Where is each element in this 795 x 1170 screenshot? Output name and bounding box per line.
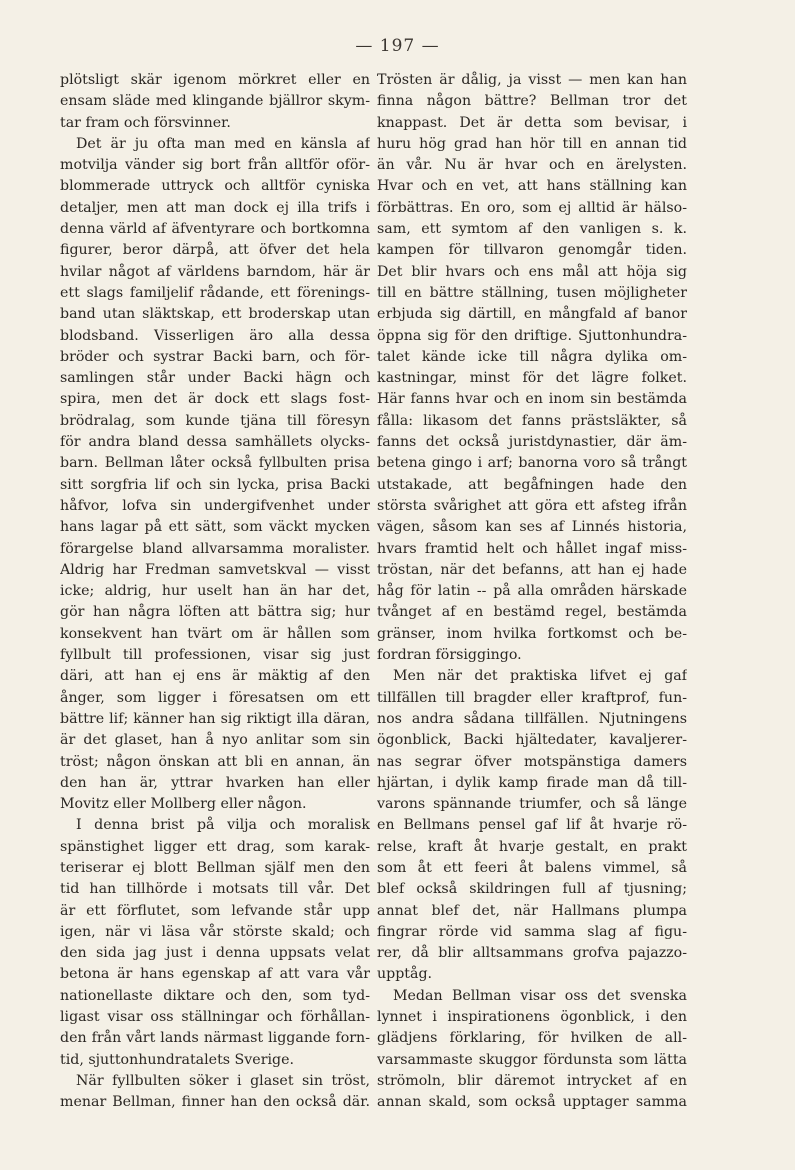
text-line: en Bellmans pensel gaf lif åt hvarje rö- — [377, 817, 687, 834]
text-line: teriserar ej blott Bellman själf men den — [60, 859, 370, 876]
text-line: blef också skildringen full af tjusning; — [377, 881, 687, 898]
text-line: blommerade uttryck och alltför cyniska — [60, 178, 370, 195]
text-line: tröstan, när det befanns, att han ej hade — [377, 561, 687, 578]
text-line: största svårighet att göra ett afsteg ifrån — [377, 497, 687, 514]
text-line: varsammaste skuggor fördunsta som lätta — [377, 1051, 687, 1068]
text-line: tid han tillhörde i motsats till vår. Det — [60, 881, 370, 898]
text-line: öppna sig för den driftige. Sjuttonhundra- — [377, 327, 687, 344]
text-line: igen, när vi läsa vår störste skald; och — [60, 923, 370, 940]
text-line: utstakade, att begåfningen hade den — [377, 476, 687, 493]
text-line: Hvar och en vet, att hans ställning kan — [377, 178, 687, 195]
text-line: lynnet i inspirationens ögonblick, i den — [377, 1009, 687, 1026]
text-line: fingrar rörde vid samma slag af figu- — [377, 923, 687, 940]
text-line: bröder och systrar Backi barn, och för- — [60, 348, 370, 365]
text-line: figurer, beror därpå, att öfver det hela — [60, 242, 370, 259]
text-line: blodsband. Visserligen äro alla dessa — [60, 327, 370, 344]
text-line: plötsligt skär igenom mörkret eller en — [60, 72, 370, 88]
text-line: fålla: likasom det fanns prästsläkter, så — [377, 412, 687, 429]
text-line: glädjens förklaring, för hvilken de all- — [377, 1030, 687, 1047]
text-line: Medan Bellman visar oss det svenska — [393, 987, 687, 1004]
text-line: ånger, som ligger i föresatsen om ett — [60, 689, 370, 706]
text-line: hvilar något af världens barndom, här är — [60, 263, 370, 280]
text-line: spira, men det är dock ett slags fost- — [60, 391, 370, 408]
text-line: gränser, inom hvilka fortkomst och be- — [377, 625, 687, 642]
text-line: hjärtan, i dylik kamp firade man då till- — [377, 774, 687, 791]
left-text-column — [60, 70, 370, 1114]
text-line: än vår. Nu är hvar och en ärelysten. — [377, 157, 687, 174]
text-line: rer, då blir alltsammans grofva pajazzo- — [377, 945, 687, 962]
text-line: Det är ju ofta man med en känsla af — [76, 135, 370, 152]
text-line: huru hög grad han hör till en annan tid — [377, 135, 687, 152]
text-line: icke; aldrig, hur uselt han än har det, — [60, 583, 370, 600]
text-line: ligast visar oss ställningar och förhållan- — [60, 1009, 370, 1026]
text-line: ensam släde med klingande bjällror skym- — [60, 93, 370, 110]
text-line: som åt ett feeri åt balens vimmel, så — [377, 859, 687, 876]
text-line: barn. Bellman låter också fyllbulten prisa — [60, 455, 370, 472]
text-line: När fyllbulten söker i glaset sin tröst, — [76, 1072, 370, 1089]
text-line: den sida jag just i denna uppsats velat — [60, 945, 370, 962]
text-line: förbättras. En oro, som ej alltid är hälso- — [377, 199, 687, 216]
text-line: kampen för tillvaron genomgår tiden. — [377, 242, 687, 259]
text-line: strömoln, blir däremot intrycket af en — [377, 1072, 687, 1089]
text-line: nos andra sådana tillfällen. Njutningens — [377, 710, 687, 727]
text-line: annan skald, som också upptager samma — [377, 1094, 687, 1111]
right-text-column — [377, 70, 687, 1114]
text-line: spänstighet ligger ett drag, som karak- — [60, 838, 370, 855]
page-number: — 197 — — [355, 36, 440, 56]
text-line: betena gingo i arf; banorna voro så trångt — [377, 455, 687, 472]
text-line: I denna brist på vilja och moralisk — [76, 817, 370, 834]
text-line: hvars framtid helt och hållet ingaf miss- — [377, 540, 687, 557]
text-line: förargelse bland allvarsamma moralister. — [60, 540, 370, 557]
text-line: detaljer, men att man dock ej illa trifs i — [60, 199, 370, 216]
text-line: Aldrig har Fredman samvetskval — visst — [60, 561, 370, 578]
text-line: vägen, såsom kan ses af Linnés historia, — [377, 519, 687, 536]
text-line: varons spännande triumfer, och så länge — [377, 796, 687, 813]
text-line: bättre lif; känner han sig riktigt illa däran, — [60, 710, 370, 727]
text-line: motvilja vänder sig bort från alltför oför- — [60, 157, 370, 174]
text-line: fanns det också juristdynastier, där äm- — [377, 434, 687, 451]
text-line: tröst; någon önskan att bli en annan, än — [60, 753, 370, 770]
text-line: betona är hans egenskap af att vara vår — [60, 966, 370, 983]
text-line: nationellaste diktare och den, som tyd- — [60, 987, 370, 1004]
text-line: finna någon bättre? Bellman tror det — [377, 93, 687, 110]
text-line: annat blef det, när Hallmans plumpa — [377, 902, 687, 919]
text-line: denna värld af äfventyrare och bortkomna — [60, 221, 370, 238]
text-line: Men när det praktiska lifvet ej gaf — [393, 668, 687, 685]
text-line: gör han några löften att bättra sig; hur — [60, 604, 370, 621]
text-line: nas segrar öfver motspänstiga damers — [377, 753, 687, 770]
text-line: är ett förflutet, som lefvande står upp — [60, 902, 370, 919]
text-line: den han är, yttrar hvarken han eller — [60, 774, 370, 791]
text-line: är det glaset, han å nyo anlitar som sin — [60, 732, 370, 749]
text-line: håfvor, lofva sin undergifvenhet under — [60, 497, 370, 514]
text-line: menar Bellman, finner han den också där. — [60, 1094, 370, 1111]
text-line: sam, ett symtom af den vanligen s. k. — [377, 221, 687, 238]
text-line: upptåg. — [377, 966, 433, 983]
text-line: fyllbult till professionen, visar sig just — [60, 647, 370, 664]
text-line: tar fram och försvinner. — [60, 114, 231, 131]
text-line: Här fanns hvar och en inom sin bestämda — [377, 391, 687, 408]
text-line: relse, kraft åt hvarje gestalt, en prakt — [377, 838, 687, 855]
text-line: erbjuda sig därtill, en mångfald af banor — [377, 306, 687, 323]
text-line: band utan släktskap, ett broderskap utan — [60, 306, 370, 323]
text-line: Det blir hvars och ens mål att höja sig — [377, 263, 687, 280]
text-line: sitt sorgfria lif och sin lycka, prisa Backi — [60, 476, 370, 493]
text-line: knappast. Det är detta som bevisar, i — [377, 114, 687, 131]
text-line: ett slags familjelif rådande, ett förenings- — [60, 284, 370, 301]
text-line: tvånget af en bestämd regel, bestämda — [377, 604, 687, 621]
text-line: fordran försiggingo. — [377, 647, 522, 664]
text-line: kastningar, minst för det lägre folket. — [377, 370, 687, 387]
text-line: den från vårt lands närmast liggande forn- — [60, 1030, 370, 1047]
text-line: håg för latin -- på alla områden härskade — [377, 583, 687, 600]
text-line: hans lagar på ett sätt, som väckt mycken — [60, 519, 370, 536]
text-line: talet kände icke till några dylika om- — [377, 348, 687, 365]
text-line: samlingen står under Backi hägn och — [60, 370, 370, 387]
text-line: till en bättre ställning, tusen möjligheter — [377, 284, 687, 301]
text-line: tid, sjuttonhundratalets Sverige. — [60, 1051, 294, 1068]
text-line: Trösten är dålig, ja visst — men kan han — [377, 72, 687, 88]
text-line: tillfällen till bragder eller kraftprof, fun- — [377, 689, 687, 706]
text-line: däri, att han ej ens är mäktig af den — [60, 668, 370, 685]
text-line: Movitz eller Mollberg eller någon. — [60, 796, 307, 813]
text-line: ögonblick, Backi hjältedater, kavaljerer- — [377, 732, 687, 749]
text-line: konsekvent han tvärt om är hållen som — [60, 625, 370, 642]
text-line: för andra bland dessa samhällets olycks- — [60, 434, 370, 451]
text-line: brödralag, som kunde tjäna till föresyn — [60, 412, 370, 429]
